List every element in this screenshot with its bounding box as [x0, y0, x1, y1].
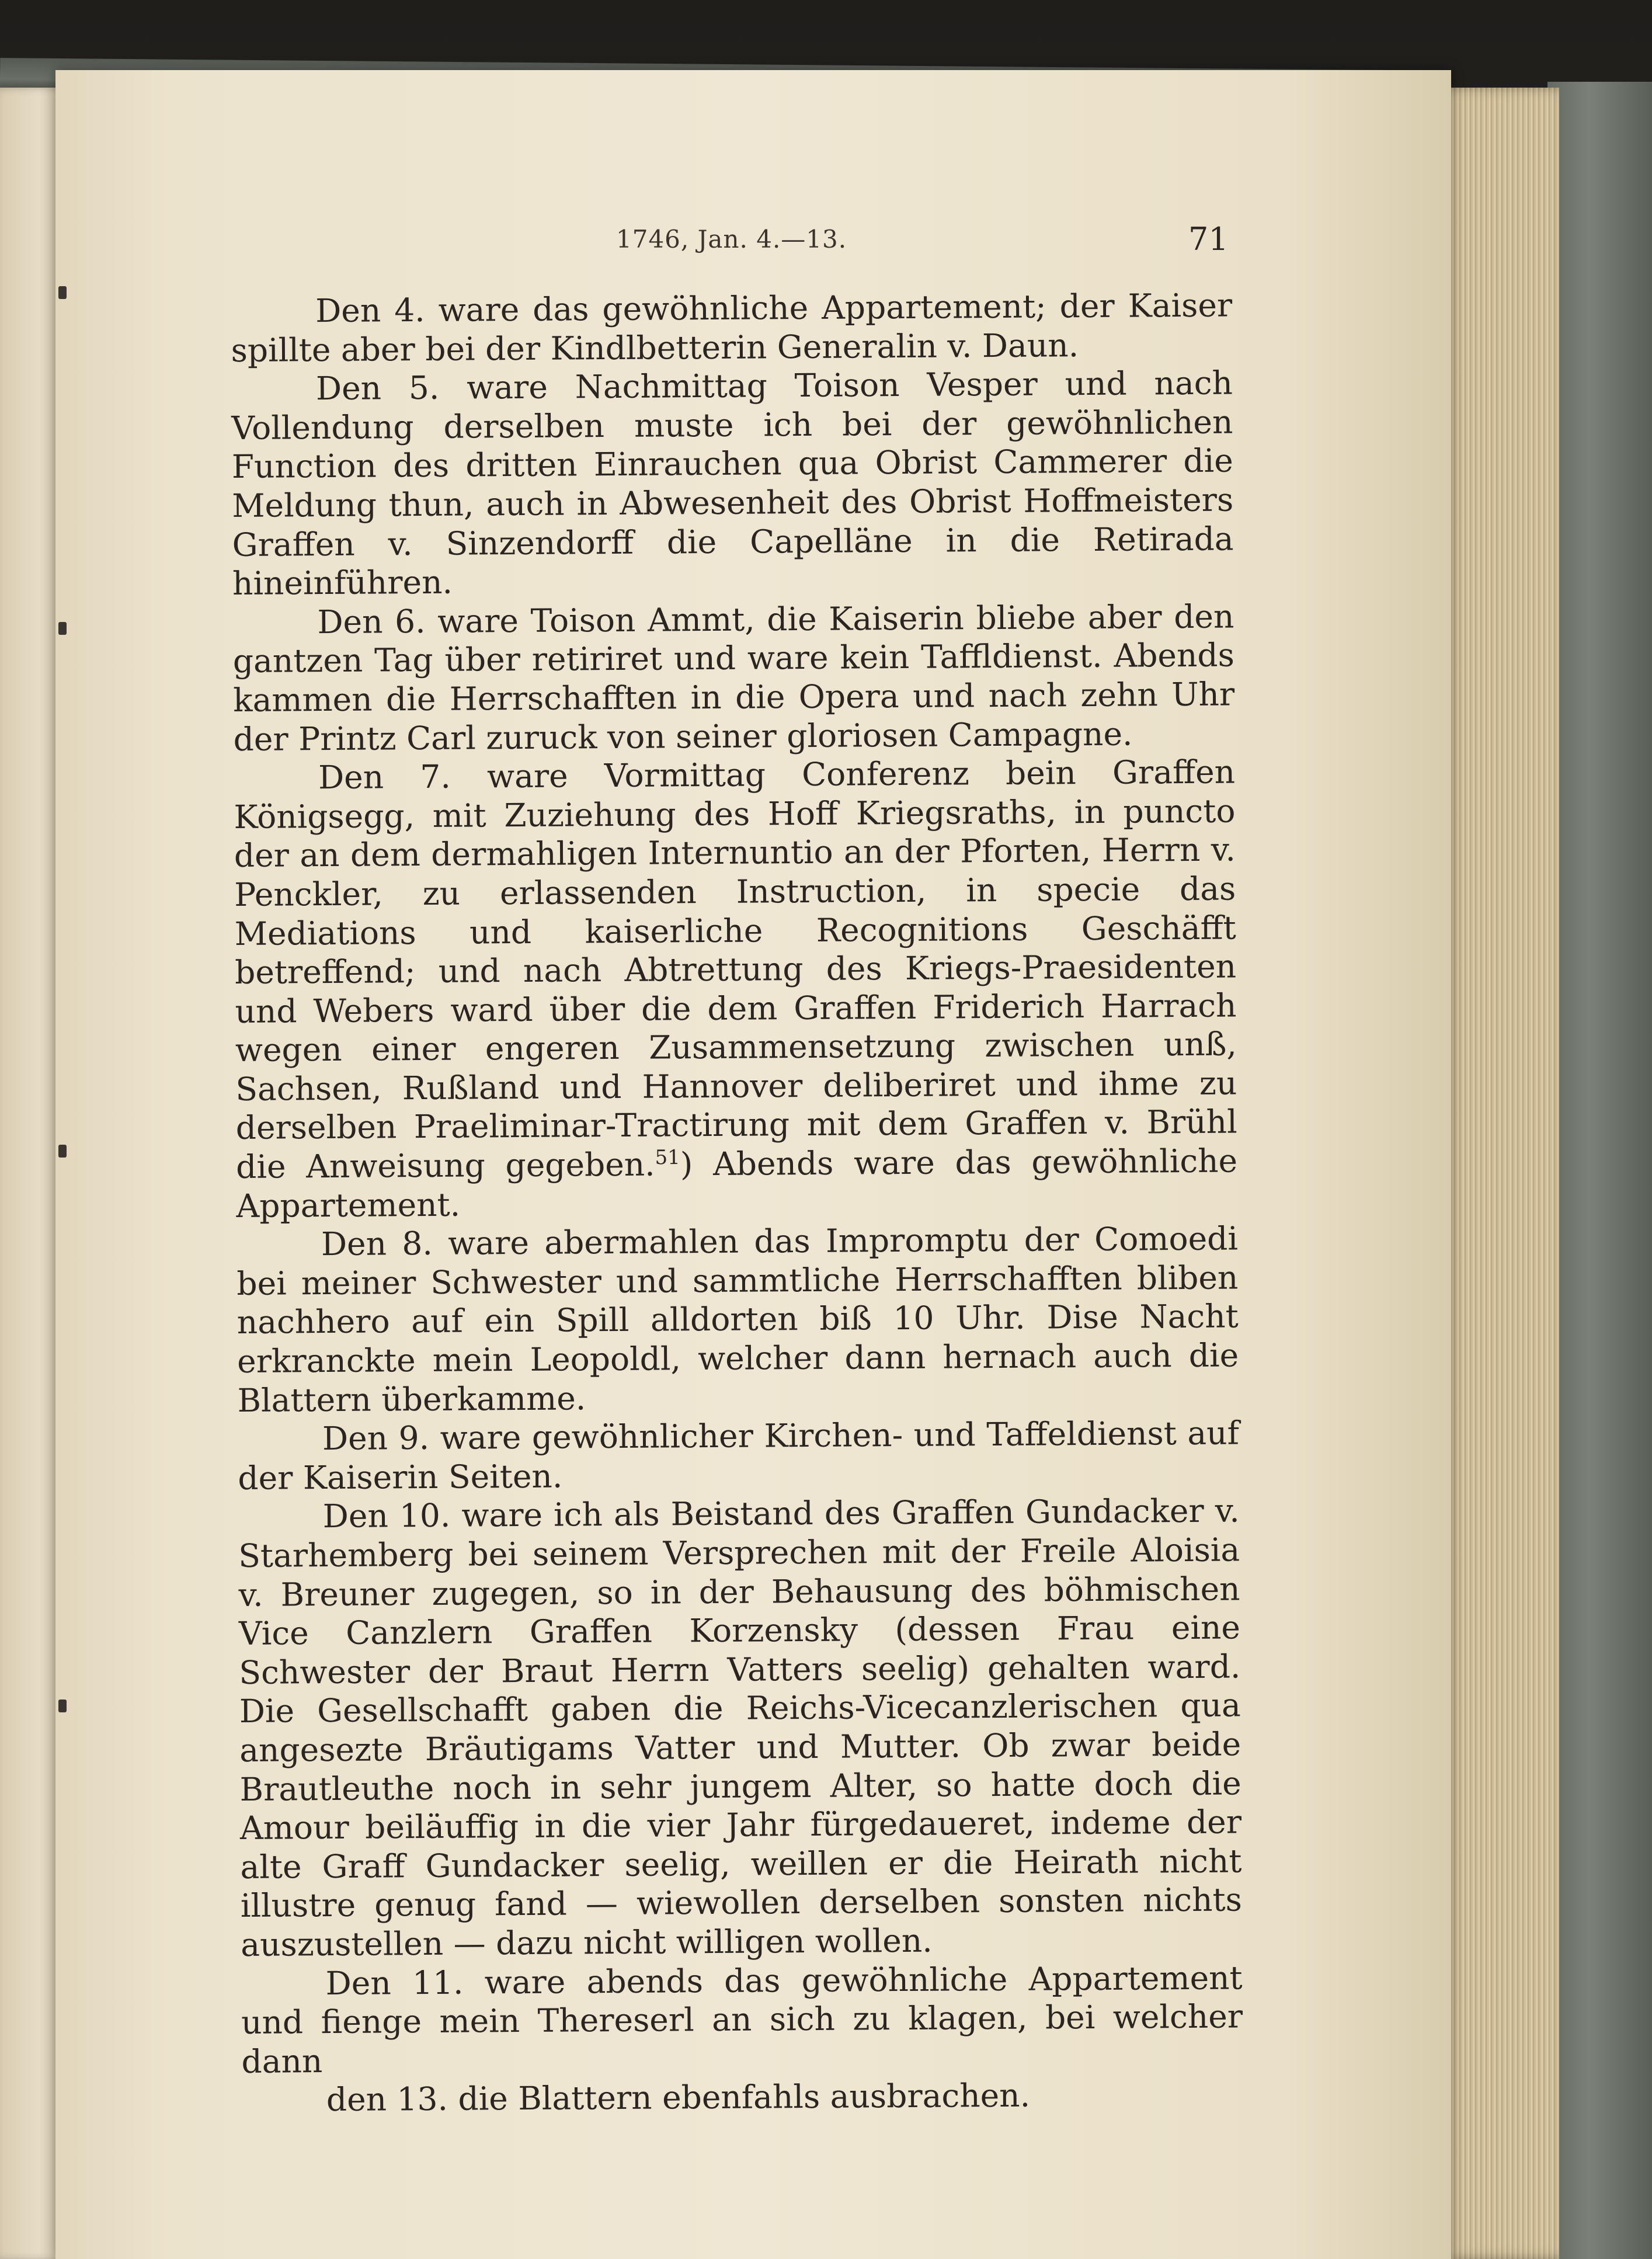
- paragraph: Den 11. ware abends das gewöhnliche Appartement und fienge mein Thereserl an sich zu klagen, bei welcher dann: [241, 1959, 1243, 2080]
- paragraph: den 13. die Blattern ebenfahls ausbrachen.: [326, 2077, 1031, 2119]
- book-cover-right: [1547, 82, 1652, 2259]
- paragraph: [234, 753, 1238, 1226]
- paragraph-text: ) Abends ware das gewöhnliche Appartement.: [236, 1142, 1238, 1225]
- paragraph-text: Den 7. ware Vormittag Conferenz bein Graffen Königsegg, mit Zuziehung des Hoff Kriegsraths, in puncto der an dem dermahligen Internuntio an der Pforten, Herrn v. Penckler, zu erlassenden Instruction, in specie das Mediations und kaiserliche Recognitions Geschäfft betreffend; und nach Abtrettung des Kriegs-Praesidenten und Webers ward über die dem Graffen Friderich Harrach wegen einer engeren Zusammensetzung zwischen unß, Sachsen, Rußland und Hannover deliberiret und ihme zu derselben Praeliminar-Tractirung mit dem Graffen v. Brühl die Anweisung gegeben.: [234, 753, 1237, 1186]
- paragraph: Den 4. ware das gewöhnliche Appartement; der Kaiser spillte aber bei der Kindlbetterin Generalin v. Daun.: [231, 286, 1233, 369]
- paragraph: Den 10. ware ich als Beistand des Graffen Gundacker v. Starhemberg bei seinem Versprechen mit der Freile Aloisia v. Breuner zugegen, so in der Behausung des böhmischen Vice Canzlern Graffen Korzensky (dessen Frau eine Schwester der Braut Herrn Vatters seelig) gehalten ward. Die Gesellschafft gaben die Reichs-Vicecanzlerischen qua angesezte Bräutigams Vatter und Mutter. Ob zwar beide Brautleuthe noch in sehr jungem Alter, so hatte doch die Amour beiläuffig in die vier Jahr fürgedaueret, indeme der alte Graff Gundacker seelig, weillen er die Heirath nicht illustre genug fand — wiewollen derselben sonsten nichts auszustellen — dazu nicht willigen wollen.: [238, 1492, 1243, 1963]
- page-number: 71: [1188, 221, 1229, 258]
- running-title: 1746, Jan. 4.—13.: [616, 225, 847, 253]
- paragraph: Den 6. ware Toison Ammt, die Kaiserin bliebe aber den gantzen Tag über retiriret und ware kein Taffldienst. Abends kammen die Herrschafften in die Opera und nach zehn Uhr der Printz Carl zuruck von seiner gloriosen Campagne.: [232, 597, 1235, 758]
- paragraph: Den 9. ware gewöhnlicher Kirchen- und Taffeldienst auf der Kaiserin Seiten.: [238, 1414, 1240, 1497]
- paragraph: Den 8. ware abermahlen das Impromptu der Comoedi bei meiner Schwester und sammtliche Herrschafften bliben nachhero auf ein Spill alldorten biß 10 Uhr. Dise Nacht erkranckte mein Leopoldl, welcher dann hernach auch die Blattern überkamme.: [237, 1219, 1239, 1419]
- paragraph: Den 5. ware Nachmittag Toison Vesper und nach Vollendung derselben muste ich bei der gewöhnlichen Function des dritten Einrauchen qua Obrist Cammerer die Meldung thun, auch in Abwesenheit des Obrist Hoffmeisters Graffen v. Sinzendorff die Capelläne in die Retirada hineinführen.: [231, 364, 1234, 603]
- footnote-marker: 51: [655, 1146, 680, 1170]
- page-body: [231, 286, 1243, 2120]
